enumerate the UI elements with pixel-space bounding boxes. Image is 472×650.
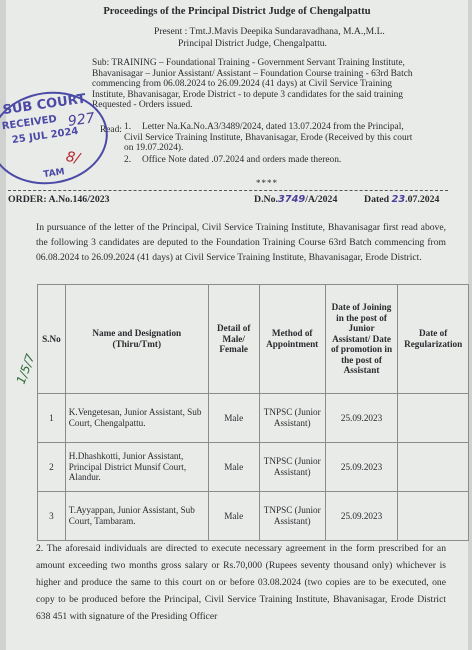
cell-method: TNPSC (Junior Assistant) (259, 492, 325, 541)
cell-regularization (398, 394, 469, 443)
present-designation: Principal District Judge, Chengalpattu. (178, 38, 327, 49)
dno-field (254, 194, 337, 205)
stamp-court: SUB COURT (1, 91, 87, 119)
received-stamp (0, 84, 114, 192)
order-number: ORDER: A.No.146/2023 (8, 194, 110, 205)
read-label: Read: (100, 125, 122, 135)
dated-field (364, 194, 439, 205)
read-item-text: Office Note dated .07.2024 and orders made thereon. (142, 154, 342, 165)
paragraph-2: 2. The aforesaid individuals are directed to execute necessary agreement in the form prescribed for an amount exceeding two months gross salary or Rs.70,000 (Rupees seventy thousand only) whichever is higher and produce the same to this court on or before 03.08.2024 (two copies are to be executed, one copy to be produced before the Principal, Civil Service Training Institute, Bhavanisagar, Erode District 638 451 with signature of the Presiding Officer (36, 543, 446, 622)
cell-regularization (398, 443, 469, 492)
cell-sno: 3 (38, 492, 66, 541)
dno-prefix: D.No. (254, 194, 278, 205)
cell-gender: Male (208, 394, 259, 443)
read-item-number: 2. (124, 154, 132, 165)
page-title: Proceedings of the Principal District Judge of Chengalpattu (103, 6, 371, 17)
stamp-bottom: TAM (42, 167, 66, 181)
header-regularization: Date of Regularization (398, 285, 469, 394)
header-name: Name and Designation (Thiru/Tmt) (65, 285, 208, 394)
stamp-handwritten-number: 927 (67, 110, 96, 130)
header-date: Date of Joining in the post of Junior Assistant/ Date of promotion in the post of Assistant (325, 285, 398, 394)
header-gender: Detail of Male/ Female (208, 285, 259, 394)
stamp-date: 25 JUL 2024 (11, 125, 80, 147)
dno-handwritten: 3749 (277, 194, 306, 205)
cell-date: 25.09.2023 (325, 394, 398, 443)
paragraph-1: In pursuance of the letter of the Principal, Civil Service Training Institute, Bhavanisagar first read above, the following 3 candidates are deputed to the Foundation Training Course 63rd Batch commencing from 06.08.2024 to 26.09.2024 (41 days) at Civil Service Training Institute, Bhavanisagar, Erode District. (36, 222, 446, 263)
red-initials: 8/ (64, 148, 81, 168)
read-item (124, 155, 424, 166)
header-method: Method of Appointment (259, 285, 325, 394)
cell-gender: Male (208, 443, 259, 492)
cell-name: K.Vengetesan, Junior Assistant, Sub Court, Chengalpattu. (65, 394, 208, 443)
read-list (124, 122, 424, 166)
present-block (154, 26, 385, 50)
cell-name: T.Ayyappan, Junior Assistant, Sub Court, Tambaram. (65, 492, 208, 541)
cell-date: 25.09.2023 (325, 492, 398, 541)
cell-name: H.Dhashkotti, Junior Assistant, Principal District Munsif Court, Alandur. (65, 443, 208, 492)
dashed-divider (8, 190, 448, 191)
cell-date: 25.09.2023 (325, 443, 398, 492)
green-initials: 1/5/7 (13, 352, 38, 386)
table-row (38, 443, 469, 492)
cell-regularization (398, 492, 469, 541)
dated-prefix: Dated (364, 194, 390, 205)
document-page (1, 0, 468, 650)
read-item-text: Letter Na.Ka.No.A3/3489/2024, dated 13.07.2024 from the Principal, Civil Service Training Institute, Bhavanisagar, Erode (Received by this court on 19.07.2024). (124, 122, 413, 154)
cell-gender: Male (208, 492, 259, 541)
separator-stars: **** (256, 178, 278, 188)
stamp-received: RECEIVED (1, 113, 58, 133)
subject-paragraph: Sub: TRAINING – Foundational Training - Government Servant Training Institute, Bhavanisagar – Junior Assistant/ Assistant – Foundation Course training - 63rd Batch commencing from 06.08.2024 to 26.09.2024 (41 days) at Civil Service Training Institute, Bhavanisagar, Erode District - to depute 3 candidates for the said training Requested - Orders issued. (92, 58, 413, 111)
dno-suffix: /A/2024 (305, 194, 338, 205)
read-item (124, 122, 424, 154)
dated-suffix: .07.2024 (405, 194, 440, 205)
table-row (38, 394, 469, 443)
table-header-row (38, 285, 469, 394)
cell-method: TNPSC (Junior Assistant) (259, 443, 325, 492)
candidates-table (37, 284, 469, 541)
present-line: Present : Tmt.J.Mavis Deepika Sundaravadhana, M.A.,M.L. (154, 26, 385, 37)
cell-method: TNPSC (Junior Assistant) (259, 394, 325, 443)
dated-handwritten: 23 (391, 194, 406, 205)
cell-sno: 2 (38, 443, 66, 492)
table-row (38, 492, 469, 541)
cell-sno: 1 (38, 394, 66, 443)
header-sno: S.No (38, 285, 66, 394)
read-item-number: 1. (124, 122, 132, 132)
